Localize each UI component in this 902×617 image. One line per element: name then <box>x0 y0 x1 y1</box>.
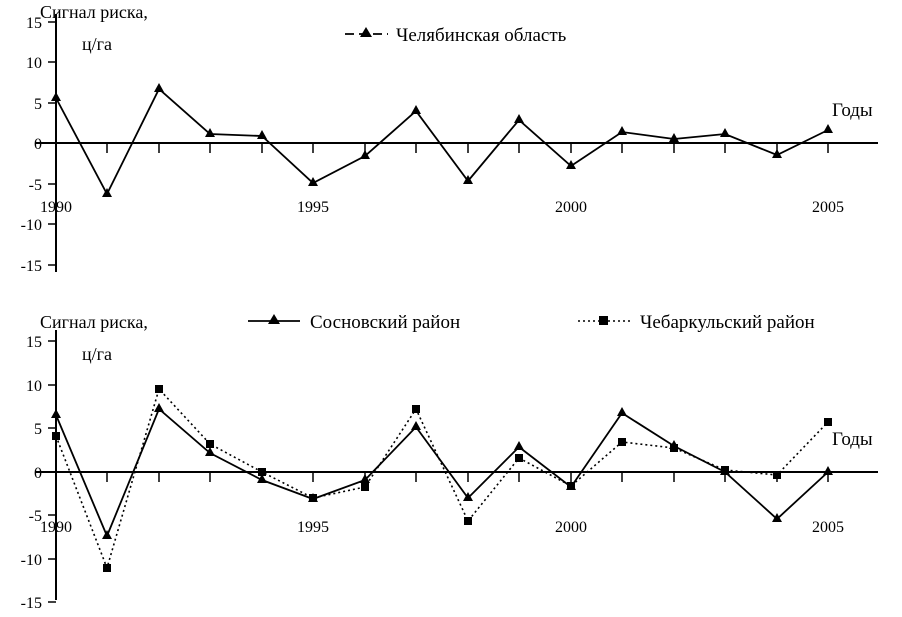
data-point-marker <box>52 432 60 440</box>
legend-marker-square <box>599 316 608 325</box>
chart-bottom-svg <box>0 300 902 617</box>
data-point-marker <box>464 517 472 525</box>
data-point-marker <box>205 128 215 137</box>
data-point-marker <box>823 124 833 133</box>
data-point-marker <box>257 130 267 139</box>
y-tick-label: 10 <box>26 378 42 395</box>
x-axis-label: Годы <box>832 429 873 450</box>
y-tick-label: -10 <box>20 217 42 234</box>
y-tick-label: 10 <box>26 55 42 72</box>
x-tick-label: 1990 <box>40 519 72 536</box>
x-tick-label: 1995 <box>297 519 329 536</box>
x-tick-label: 2000 <box>555 199 587 216</box>
data-point-marker <box>617 126 627 135</box>
data-point-marker <box>103 564 111 572</box>
data-point-marker <box>155 385 163 393</box>
y-tick-label: 5 <box>34 421 42 438</box>
y-tick-label: -5 <box>28 508 42 525</box>
y-tick-label: -5 <box>28 177 42 194</box>
x-tick-label: 2000 <box>555 519 587 536</box>
series-line-chelyabinsk <box>56 89 828 194</box>
legend-marker-triangle <box>360 27 372 37</box>
x-tick-label: 2005 <box>812 519 844 536</box>
legend-marker-triangle <box>268 314 280 324</box>
x-tick-label: 1990 <box>40 199 72 216</box>
data-point-marker <box>205 447 215 456</box>
y-axis-unit-label: ц/га <box>82 34 113 54</box>
data-point-marker <box>360 150 370 159</box>
chart-title: Сигнал риска, <box>40 312 148 332</box>
y-tick-label: 5 <box>34 96 42 113</box>
y-tick-label: 0 <box>34 465 42 482</box>
y-axis-unit-label: ц/га <box>82 344 113 364</box>
data-point-marker <box>514 441 524 450</box>
x-tick-label: 2005 <box>812 199 844 216</box>
y-tick-label: 15 <box>26 15 42 32</box>
data-point-marker <box>720 128 730 137</box>
y-tick-label: -10 <box>20 552 42 569</box>
data-point-marker <box>772 513 782 522</box>
legend-label-chelyabinsk: Челябинская область <box>396 25 567 46</box>
data-point-marker <box>514 114 524 123</box>
data-point-marker <box>618 438 626 446</box>
data-point-marker <box>412 405 420 413</box>
data-point-marker <box>411 105 421 114</box>
data-point-marker <box>617 407 627 416</box>
legend-label-sosnovsky: Сосновский район <box>310 312 461 333</box>
data-point-marker <box>102 188 112 197</box>
data-point-marker <box>361 483 369 491</box>
y-tick-label: -15 <box>20 595 42 612</box>
data-point-marker <box>102 530 112 539</box>
chart-top-svg <box>0 0 902 290</box>
data-point-marker <box>51 409 61 418</box>
data-point-marker <box>154 83 164 92</box>
series-line-chebarkul <box>56 389 828 568</box>
data-point-marker <box>206 440 214 448</box>
data-point-marker <box>51 92 61 101</box>
y-tick-label: 0 <box>34 136 42 153</box>
x-axis-label: Годы <box>832 100 873 121</box>
y-tick-label: 15 <box>26 334 42 351</box>
chart-bottom <box>0 300 902 617</box>
chart-top <box>0 0 902 290</box>
chart-title: Сигнал риска, <box>40 2 148 22</box>
data-point-marker <box>823 466 833 475</box>
data-point-marker <box>669 133 679 142</box>
data-point-marker <box>154 403 164 412</box>
y-tick-label: -15 <box>20 258 42 275</box>
data-point-marker <box>515 454 523 462</box>
data-point-marker <box>411 421 421 430</box>
data-point-marker <box>773 471 781 479</box>
data-point-marker <box>824 418 832 426</box>
x-tick-label: 1995 <box>297 199 329 216</box>
legend-label-chebarkul: Чебаркульский район <box>640 312 815 333</box>
